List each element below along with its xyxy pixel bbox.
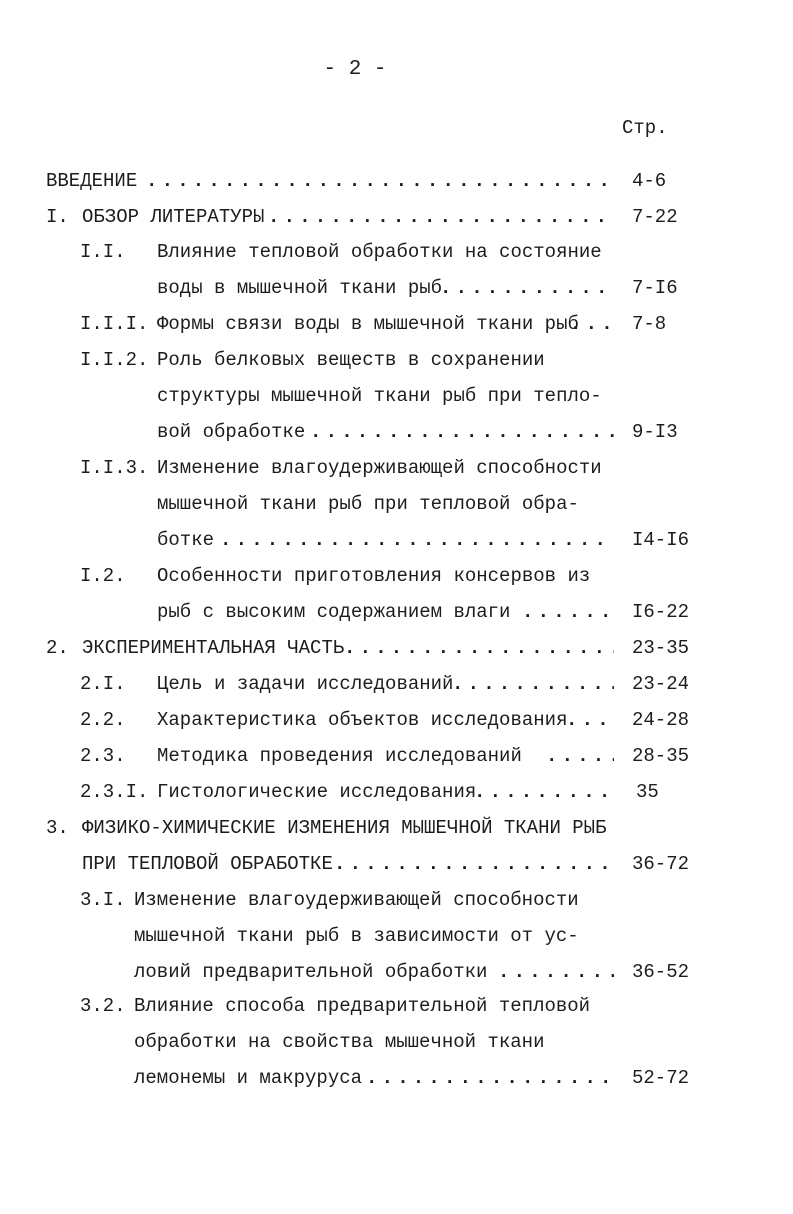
toc-entry-number: 2.I. <box>80 673 126 695</box>
toc-entry-title: ВВЕДЕНИЕ <box>46 170 138 192</box>
toc-leader-dots <box>344 635 614 661</box>
toc-entry-pages: 24-28 <box>632 709 690 731</box>
toc-entry-number: I.I.2. <box>80 349 149 371</box>
toc-entry-number: I.I.I. <box>80 313 149 335</box>
toc-entry-title: Характеристика объектов исследования <box>157 709 568 731</box>
toc-entry-title: ЭКСПЕРИМЕНТАЛЬНАЯ ЧАСТЬ <box>82 637 345 659</box>
toc-leader-dots <box>522 599 614 625</box>
toc-leader-dots <box>310 419 614 445</box>
toc-entry-number: 2.3. <box>80 745 126 767</box>
toc-entry-title: Методика проведения исследований <box>157 745 522 767</box>
toc-entry-title: Роль белковых веществ в сохранении <box>157 349 545 371</box>
toc-leader-dots <box>366 1065 614 1091</box>
toc-entry-title-continuation: ПРИ ТЕПЛОВОЙ ОБРАБОТКЕ <box>82 853 333 875</box>
toc-entry-pages: 9-I3 <box>632 421 678 443</box>
toc-entry-pages: 36-72 <box>632 853 690 875</box>
toc-entry-title: Влияние способа предварительной тепловой <box>134 995 591 1017</box>
toc-entry-pages: I4-I6 <box>632 529 690 551</box>
toc-entry-pages: 36-52 <box>632 961 690 983</box>
toc-entry-title: Цель и задачи исследований <box>157 673 454 695</box>
toc-entry-number: I.2. <box>80 565 126 587</box>
toc-entry-number: I. <box>46 206 69 228</box>
toc-entry-title: Влияние тепловой обработки на состояние <box>157 241 602 263</box>
toc-entry-title: Изменение влагоудерживающей способности <box>134 889 579 911</box>
toc-entry-number: 2.2. <box>80 709 126 731</box>
toc-leader-dots <box>566 707 614 733</box>
toc-entry-title: Особенности приготовления консервов из <box>157 565 591 587</box>
toc-entry-title: ОБЗОР ЛИТЕРАТУРЫ <box>82 206 265 228</box>
toc-entry-title-continuation: мышечной ткани рыб в зависимости от ус- <box>134 925 579 947</box>
toc-entry-number: 3. <box>46 817 69 839</box>
toc-entry-title-continuation: структуры мышечной ткани рыб при тепло- <box>157 385 602 407</box>
toc-leader-dots <box>268 204 614 230</box>
toc-entry-pages: 4-6 <box>632 170 667 192</box>
toc-leader-dots <box>498 959 614 985</box>
toc-entry-title: Изменение влагоудерживающей способности <box>157 457 602 479</box>
toc-entry-title-continuation: ботке <box>157 529 215 551</box>
toc-entry-pages: 52-72 <box>632 1067 690 1089</box>
toc-entry-title-continuation: рыб с высоким содержанием влаги <box>157 601 511 623</box>
toc-entry-title: ФИЗИКО-ХИМИЧЕСКИЕ ИЗМЕНЕНИЯ МЫШЕЧНОЙ ТКАНИ РЫБ <box>82 817 607 839</box>
toc-leader-dots <box>440 275 614 301</box>
toc-leader-dots <box>570 311 614 337</box>
toc-leader-dots <box>220 527 614 553</box>
toc-entry-pages: 7-8 <box>632 313 667 335</box>
toc-entry-title: Формы связи воды в мышечной ткани рыб <box>157 313 579 335</box>
toc-entry-title: Гистологические исследования <box>157 781 477 803</box>
toc-entry-title-continuation: вой обработке <box>157 421 306 443</box>
toc-entry-title-continuation: ловий предварительной обработки <box>134 961 488 983</box>
toc-entry-pages: 7-22 <box>632 206 678 228</box>
toc-entry-title-continuation: мышечной ткани рыб при тепловой обра- <box>157 493 579 515</box>
pages-column-label: Стр. <box>622 117 668 139</box>
toc-leader-dots <box>546 743 614 769</box>
toc-entry-title-continuation: лемонемы и макруруса <box>134 1067 363 1089</box>
toc-entry-title-continuation: обработки на свойства мышечной ткани <box>134 1031 545 1053</box>
toc-entry-title-continuation: воды в мышечной ткани рыб <box>157 277 443 299</box>
toc-leader-dots <box>452 671 614 697</box>
toc-entry-pages: I6-22 <box>632 601 690 623</box>
toc-entry-pages: 28-35 <box>632 745 690 767</box>
toc-entry-pages: 23-35 <box>632 637 690 659</box>
page-number: - 2 - <box>323 58 387 81</box>
toc-entry-number: I.I. <box>80 241 126 263</box>
toc-entry-pages: 7-I6 <box>632 277 678 299</box>
toc-leader-dots <box>334 851 614 877</box>
toc-entry-number: 2.3.I. <box>80 781 149 803</box>
toc-entry-number: 2. <box>46 637 69 659</box>
toc-entry-number: 3.2. <box>80 995 126 1017</box>
toc-leader-dots <box>146 168 614 194</box>
toc-entry-pages: 35 <box>636 781 659 803</box>
toc-entry-number: I.I.3. <box>80 457 149 479</box>
toc-entry-pages: 23-24 <box>632 673 690 695</box>
toc-entry-number: 3.I. <box>80 889 126 911</box>
toc-leader-dots <box>474 779 614 805</box>
